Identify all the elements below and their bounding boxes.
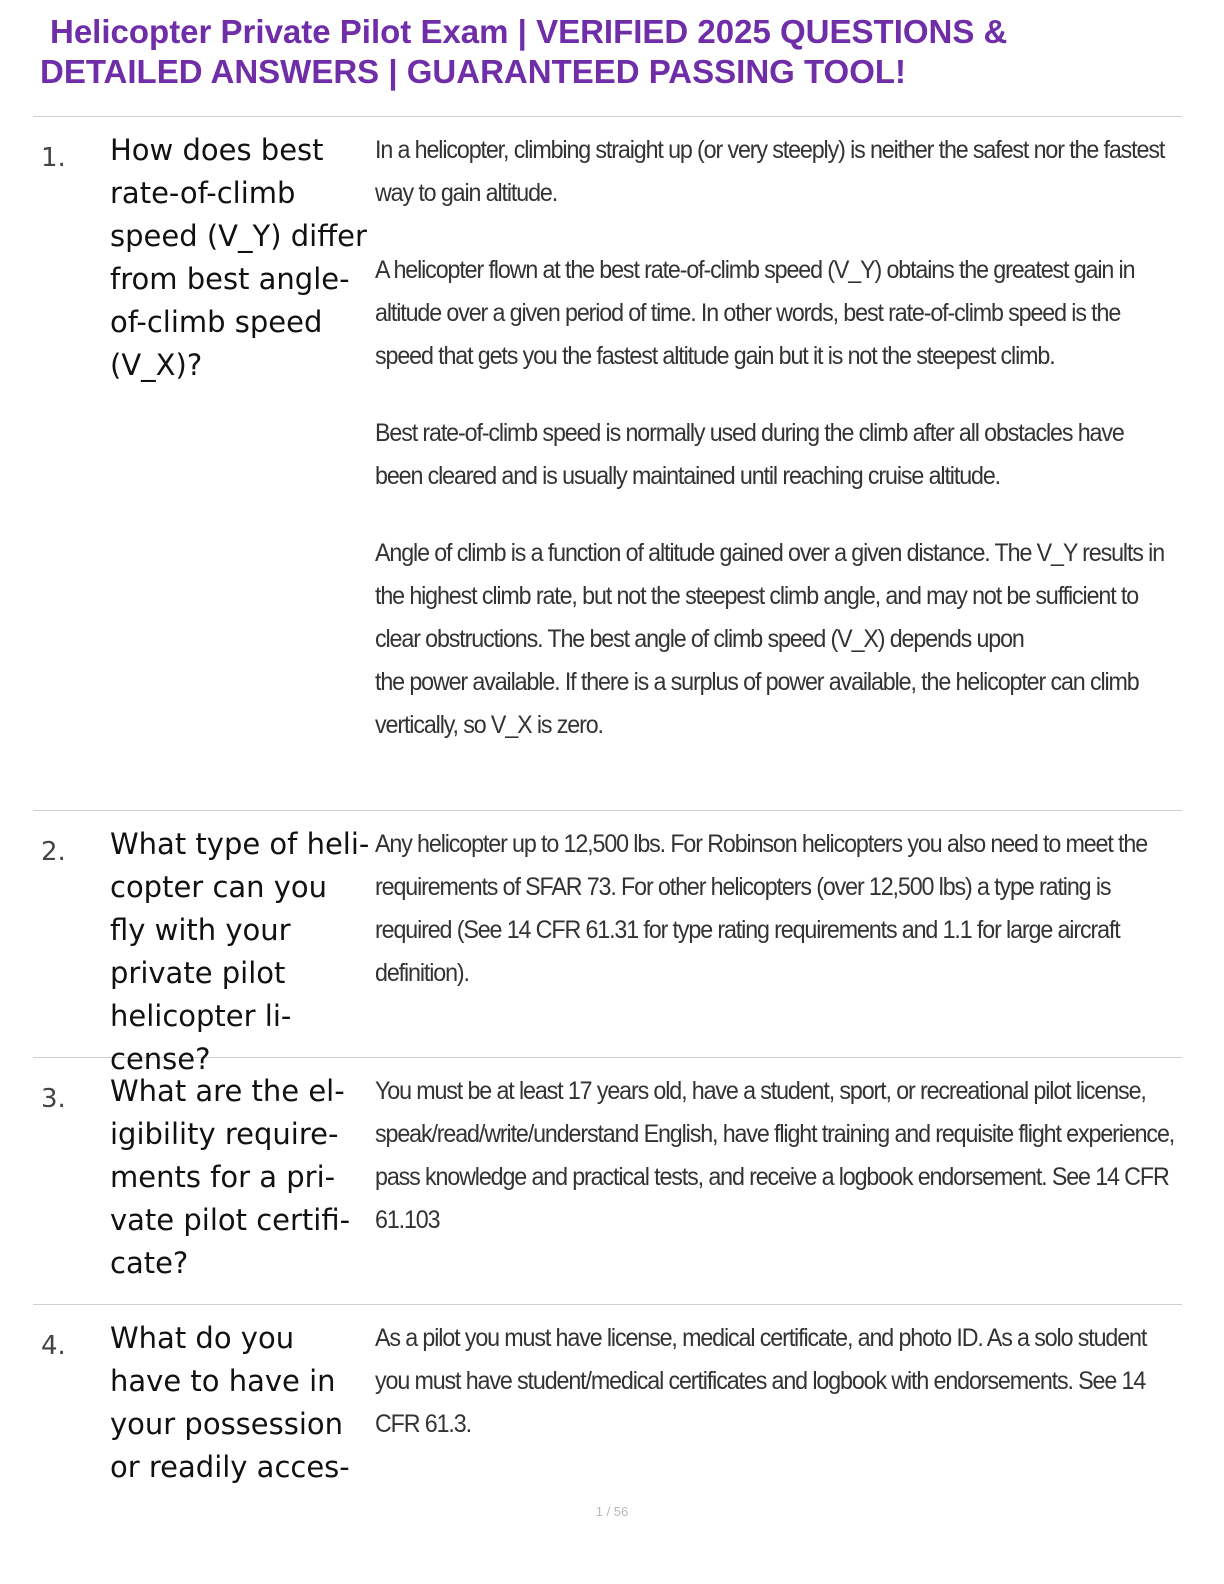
question-number: 4. — [41, 1331, 66, 1361]
answer-paragraph: A helicopter flown at the best rate-of-climb speed (V_Y) obtains the greatest gain in altitude over a given period of time. In other words, best rate-of-climb speed is the speed that gets you the fastest altitude gain but it is not the steepest climb. — [375, 256, 1135, 370]
answer-text — [375, 1317, 1147, 1446]
document-title — [40, 12, 1190, 92]
answer-paragraph: In a helicopter, climbing straight up (or very steeply) is neither the safest nor the fastest way to gain altitude. — [375, 136, 1165, 207]
question-text: How does best rate-of-climb speed (V_Y) differ from best angle-of-climb speed (V_X)? — [110, 133, 367, 382]
question-row — [33, 117, 1182, 811]
title-line-1: Helicopter Private Pilot Exam | VERIFIED 2025 QUESTIONS & — [50, 13, 1008, 50]
title-line-2: DETAILED ANSWERS | GUARANTEED PASSING TOOL! — [40, 53, 907, 90]
page-number: 1 / 56 — [595, 1504, 629, 1519]
question-text: What type of heli-copter can you fly with your private pilot helicopter li-cense? — [110, 827, 370, 1076]
question-list — [33, 116, 1182, 1505]
question-row — [33, 1058, 1182, 1305]
answer-paragraph: Angle of climb is a function of altitude gained over a given distance. The V_Y results in the highest climb rate, but not the steepest climb angle, and may not be sufficient to clear obstructions. The best angle of climb speed (V_X) depends upon — [375, 539, 1165, 653]
question-row — [33, 811, 1182, 1076]
question-number: 2. — [41, 837, 66, 867]
answer-paragraph: As a pilot you must have license, medical certificate, and photo ID. As a solo student you must have student/medical certificates and logbook with endorsements. See 14 CFR 61.3. — [375, 1324, 1147, 1438]
answer-paragraph: Any helicopter up to 12,500 lbs. For Robinson helicopters you also need to meet the requirements of SFAR 73. For other helicopters (over 12,500 lbs) a type rating is required (See 14 CFR 61.31 for type rating requirements and 1.1 for large aircraft definition). — [375, 830, 1148, 987]
answer-paragraph: Best rate-of-climb speed is normally used during the climb after all obstacles have been cleared and is usually maintained until reaching cruise altitude. — [375, 419, 1124, 490]
answer-paragraph: You must be at least 17 years old, have a student, sport, or recreational pilot license, speak/read/write/understand English, have flight training and requisite flight experience, pass knowledge and practical tests, and receive a logbook endorsement. See 14 CFR 61.103 — [375, 1077, 1175, 1234]
answer-text — [375, 823, 1148, 995]
question-text: What do you have to have in your possession or readily acces- — [110, 1321, 350, 1484]
question-text: What are the el-igibility require-ments for a pri-vate pilot certifi-cate? — [110, 1074, 351, 1280]
answer-text — [375, 1070, 1175, 1242]
answer-text — [375, 129, 1165, 747]
question-row — [33, 1305, 1182, 1505]
answer-paragraph: the power available. If there is a surplus of power available, the helicopter can climb vertically, so V_X is zero. — [375, 668, 1139, 739]
question-number: 3. — [41, 1084, 66, 1114]
question-number: 1. — [41, 143, 66, 173]
